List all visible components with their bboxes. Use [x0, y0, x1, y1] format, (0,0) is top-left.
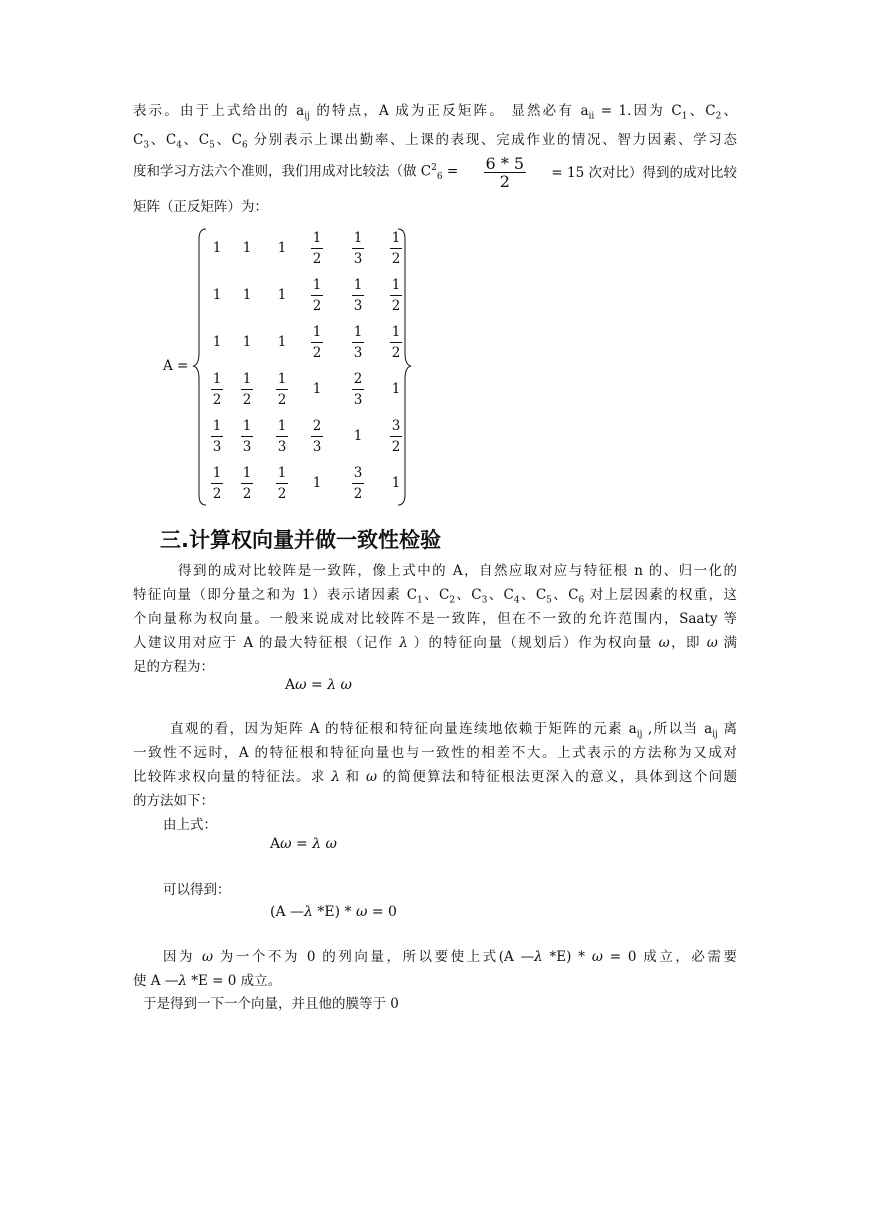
matrix-numerator: 1: [311, 275, 323, 296]
equation-3: (A —λ *E) * ω = 0: [270, 904, 397, 920]
matrix-fraction: [235, 416, 259, 457]
matrix-cell: [305, 322, 329, 363]
matrix-cell: [384, 275, 408, 316]
from-above-label: 由上式：: [163, 817, 217, 833]
matrix-cell: [384, 228, 408, 269]
matrix-fraction: [270, 463, 294, 504]
last-line: 于是得到一下一个向量，并且他的膜等于 0: [143, 996, 399, 1012]
matrix-denominator: 2: [277, 392, 287, 408]
matrix-numerator: 1: [390, 228, 402, 249]
para1-line2: $C_3$、$C_4$、$C_5$、$C_6$ 分别表示上课出勤率、上课的表现、完成作业的情况、智力因素、学习态: [133, 132, 737, 151]
matrix-denominator: 3: [353, 298, 363, 314]
matrix-cell: [384, 369, 408, 409]
matrix-value: 1: [312, 381, 322, 397]
matrix-label: A =: [163, 358, 189, 374]
matrix-fraction: [384, 228, 408, 269]
para3-line1: 直观的看，因为矩阵 A 的特征根和特征向量连续地依赖于矩阵的元素 $a_{ij}$ ,所以当 $a_{ij}$ 离: [170, 721, 737, 740]
matrix-value: 1: [212, 287, 222, 303]
matrix-numerator: 3: [390, 416, 402, 437]
matrix-cell: [270, 228, 294, 268]
para1-line1: 表示。由于上式给出的 $a_{ij}$ 的特点，A 成为正反矩阵。 显然必有 $a_{ii} = 1$.因为 $C_1$、$C_2$、: [133, 103, 737, 122]
matrix-denominator: 2: [312, 345, 322, 361]
matrix-numerator: 1: [276, 463, 288, 484]
matrix-cell: [305, 228, 329, 269]
matrix-cell: [305, 275, 329, 316]
matrix-fraction: [346, 275, 370, 316]
para2-line3: 个向量称为权向量。一般来说成对比较阵不是一致阵，但在不一致的允许范围内，Saaty 等: [133, 611, 737, 627]
matrix-cell: [384, 322, 408, 363]
matrix-cell: [205, 463, 229, 504]
matrix-denominator: 2: [391, 439, 401, 455]
matrix-numerator: 1: [352, 322, 364, 343]
matrix-cell: [235, 322, 259, 362]
matrix-cell: [235, 369, 259, 410]
matrix-numerator: 1: [390, 322, 402, 343]
para1-line3-text-b: = 15 次对比）得到的成对比较: [551, 165, 737, 181]
para3-line2: 一致性不远时，A 的特征根和特征向量也与一致性的相差不大。上式表示的方法称为又成对: [133, 745, 737, 761]
matrix-denominator: 3: [353, 345, 363, 361]
matrix-cell: [305, 369, 329, 409]
matrix-fraction: [305, 416, 329, 457]
matrix-value: 1: [277, 334, 287, 350]
matrix-denominator: 2: [277, 486, 287, 502]
matrix-value: 1: [277, 287, 287, 303]
matrix-denominator: 3: [277, 439, 287, 455]
matrix-cell: [235, 228, 259, 268]
matrix-fraction: [384, 322, 408, 363]
matrix-cell: [270, 463, 294, 504]
matrix-denominator: 3: [212, 439, 222, 455]
matrix-cell: [235, 463, 259, 504]
matrix-cell: [270, 322, 294, 362]
matrix-denominator: 2: [312, 251, 322, 267]
matrix-denominator: 2: [242, 486, 252, 502]
matrix-cell: [205, 228, 229, 268]
matrix-value: 1: [242, 334, 252, 350]
matrix-denominator: 2: [391, 298, 401, 314]
matrix-denominator: 2: [391, 345, 401, 361]
para1-line3-text-a: 度和学习方法六个准则，我们用成对比较法（做 $C^2_6$ =: [133, 163, 459, 183]
matrix-cell: [205, 369, 229, 410]
matrix-value: 1: [212, 334, 222, 350]
matrix-cell: [235, 416, 259, 457]
matrix-numerator: 1: [241, 463, 253, 484]
matrix-fraction: [384, 275, 408, 316]
matrix-denominator: 2: [353, 486, 363, 502]
matrix-denominator: 3: [353, 251, 363, 267]
matrix-cell: [205, 322, 229, 362]
para1-line3: [133, 148, 737, 198]
matrix-fraction: [270, 369, 294, 410]
matrix-denominator: 3: [312, 439, 322, 455]
matrix-cell: [346, 416, 370, 456]
matrix-cell: [346, 322, 370, 363]
matrix-denominator: 2: [242, 392, 252, 408]
para4-line2: 使 A —λ *E = 0 成立。: [133, 973, 282, 989]
matrix-fraction: [384, 416, 408, 457]
matrix-numerator: 3: [352, 463, 364, 484]
matrix-fraction: [205, 416, 229, 457]
matrix-fraction: [346, 463, 370, 504]
matrix-numerator: 1: [211, 416, 223, 437]
matrix-numerator: 1: [241, 369, 253, 390]
matrix-numerator: 2: [311, 416, 323, 437]
matrix-fraction: [305, 275, 329, 316]
matrix-fraction: [205, 369, 229, 410]
matrix-cell: [205, 416, 229, 457]
matrix-cell: [305, 463, 329, 503]
para2-line5: 足的方程为：: [133, 659, 214, 675]
matrix-numerator: 1: [390, 275, 402, 296]
matrix-denominator: 3: [242, 439, 252, 455]
matrix-cell: [384, 416, 408, 457]
matrix-numerator: 1: [241, 416, 253, 437]
matrix-cell: [346, 275, 370, 316]
matrix-value: 1: [391, 381, 401, 397]
matrix-cell: [270, 275, 294, 315]
matrix-cell: [305, 416, 329, 457]
para2-line1: 得到的成对比较阵是一致阵，像上式中的 A，自然应取对应与特征根 n 的、归一化的: [178, 563, 737, 579]
matrix-numerator: 1: [276, 369, 288, 390]
matrix-numerator: 1: [211, 369, 223, 390]
matrix-numerator: 1: [311, 228, 323, 249]
equation-1: Aω = λ ω: [285, 677, 352, 693]
matrix-fraction: [235, 463, 259, 504]
matrix-denominator: 2: [391, 251, 401, 267]
matrix-numerator: 2: [352, 369, 364, 390]
combination-fraction: [484, 153, 527, 191]
matrix-value: 1: [391, 475, 401, 491]
fraction-denominator: 2: [499, 171, 510, 191]
matrix-cell: [270, 369, 294, 410]
matrix-fraction: [235, 369, 259, 410]
para3-line3: 比较阵求权向量的特征法。求 λ 和 ω 的简便算法和特征根法更深入的意义，具体到这个问题: [133, 769, 737, 785]
matrix-cell: [384, 463, 408, 503]
matrix-fraction: [346, 322, 370, 363]
matrix-cell: [346, 369, 370, 410]
para3-line4: 的方法如下：: [133, 793, 214, 809]
matrix-denominator: 3: [353, 392, 363, 408]
equation-2: Aω = λ ω: [270, 836, 337, 852]
matrix-fraction: [270, 416, 294, 457]
para2-line2: 特征向量（即分量之和为 1）表示诸因素 $C_1$、$C_2$、$C_3$、$C_4$、$C_5$、$C_6$ 对上层因素的权重，这: [133, 587, 737, 606]
matrix-numerator: 1: [276, 416, 288, 437]
matrix-value: 1: [212, 240, 222, 256]
can-get-label: 可以得到：: [163, 882, 231, 898]
matrix-denominator: 2: [312, 298, 322, 314]
matrix-denominator: 2: [212, 486, 222, 502]
matrix-fraction: [305, 228, 329, 269]
matrix-value: 1: [353, 428, 363, 444]
matrix-fraction: [346, 228, 370, 269]
section-heading: 三.计算权向量并做一致性检验: [160, 528, 441, 552]
matrix-value: 1: [242, 240, 252, 256]
matrix-fraction: [305, 322, 329, 363]
matrix-numerator: 1: [211, 463, 223, 484]
matrix-value: 1: [242, 287, 252, 303]
para4-line1: 因为 ω 为一个不为 0 的列向量，所以要使上式(A —λ *E) * ω = 0 成立，必需要: [163, 949, 737, 965]
matrix-fraction: [205, 463, 229, 504]
matrix-cell: [235, 275, 259, 315]
para1-line4: 矩阵（正反矩阵）为：: [133, 199, 268, 215]
matrix-cell: [346, 463, 370, 504]
matrix-numerator: 1: [311, 322, 323, 343]
para2-line4: 人建议用对应于 A 的最大特征根（记作 λ ）的特征向量（规划后）作为权向量 ω，即 ω 满: [133, 635, 737, 651]
matrix-cell: [205, 275, 229, 315]
matrix-cell: [346, 228, 370, 269]
matrix-value: 1: [277, 240, 287, 256]
matrix-numerator: 1: [352, 275, 364, 296]
matrix-value: 1: [312, 475, 322, 491]
matrix-cell: [270, 416, 294, 457]
fraction-numerator: 6 * 5: [485, 153, 525, 173]
matrix-fraction: [346, 369, 370, 410]
matrix-numerator: 1: [352, 228, 364, 249]
matrix-denominator: 2: [212, 392, 222, 408]
